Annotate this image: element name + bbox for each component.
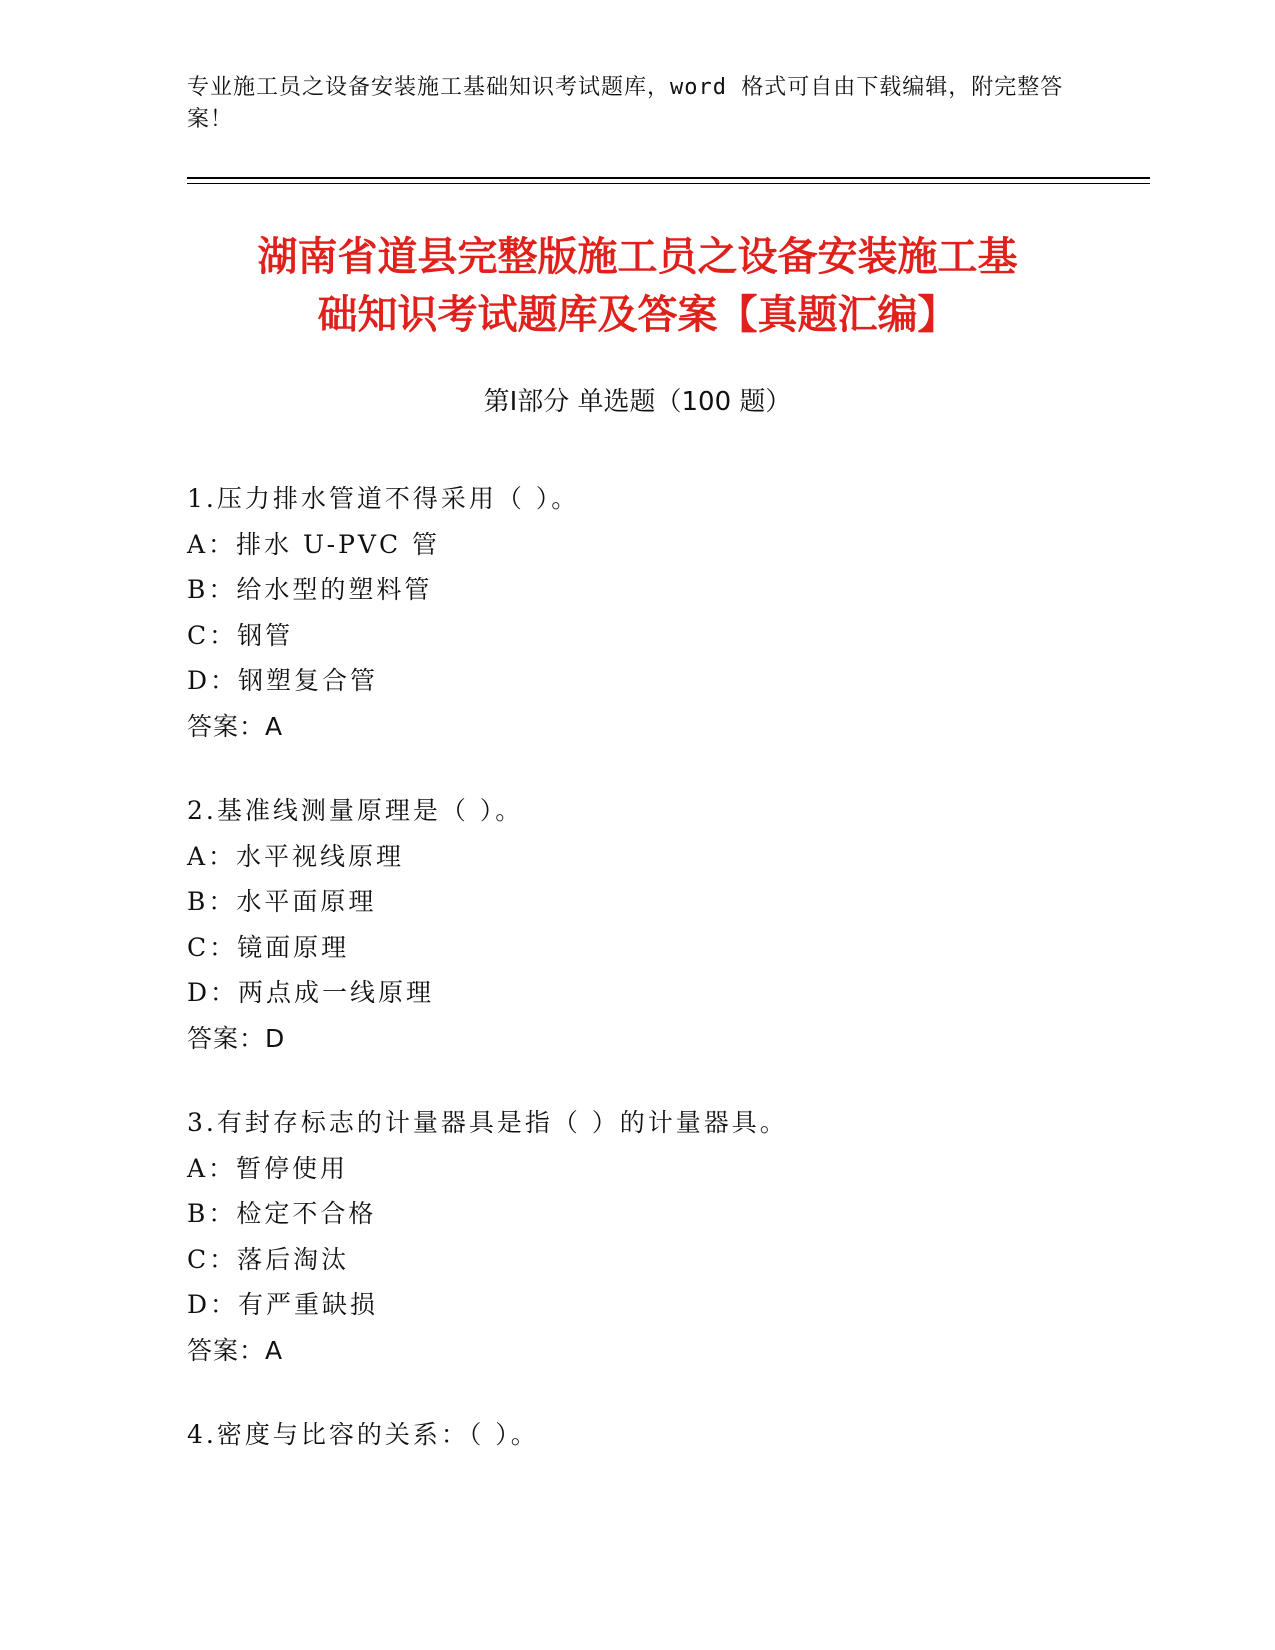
question-2 bbox=[187, 788, 1137, 1061]
option-d: D：有严重缺损 bbox=[187, 1290, 379, 1319]
option-d: D：两点成一线原理 bbox=[187, 978, 435, 1007]
answer: 答案：A bbox=[187, 711, 284, 741]
option-b: B：给水型的塑料管 bbox=[187, 575, 433, 604]
option-b: B：检定不合格 bbox=[187, 1199, 377, 1228]
option-a: A：水平视线原理 bbox=[187, 841, 405, 871]
option-c: C：钢管 bbox=[187, 620, 294, 650]
question-1 bbox=[187, 476, 1137, 749]
option-b: B：水平面原理 bbox=[187, 887, 377, 916]
option-a: A：暂停使用 bbox=[187, 1153, 349, 1183]
question-4 bbox=[187, 1412, 1137, 1458]
question-stem: 2.基准线测量原理是（ ）。 bbox=[187, 796, 524, 825]
question-list bbox=[187, 476, 1137, 1497]
option-c: C：镜面原理 bbox=[187, 932, 350, 962]
answer: 答案：D bbox=[187, 1023, 286, 1053]
header-note: 专业施工员之设备安装施工基础知识考试题库，word 格式可自由下载编辑，附完整答案！ bbox=[187, 75, 1064, 132]
document-title bbox=[150, 228, 1125, 344]
header-rule-thick bbox=[187, 177, 1150, 179]
question-stem: 1.压力排水管道不得采用（ ）。 bbox=[187, 484, 580, 513]
option-d: D：钢塑复合管 bbox=[187, 666, 379, 695]
header-rule-thin bbox=[187, 183, 1150, 184]
option-a: A：排水 U-PVC 管 bbox=[187, 529, 441, 559]
question-3 bbox=[187, 1100, 1137, 1373]
document-title-line-2: 础知识考试题库及答案【真题汇编】 bbox=[317, 292, 958, 338]
answer: 答案：A bbox=[187, 1335, 284, 1365]
section-title: 第Ⅰ部分 单选题（100 题） bbox=[483, 387, 792, 417]
question-stem: 4.密度与比容的关系：（ ）。 bbox=[187, 1420, 539, 1449]
option-c: C：落后淘汰 bbox=[187, 1244, 350, 1274]
question-stem: 3.有封存标志的计量器具是指（ ）的计量器具。 bbox=[187, 1108, 788, 1137]
document-title-line-1: 湖南省道县完整版施工员之设备安装施工基 bbox=[257, 234, 1018, 280]
